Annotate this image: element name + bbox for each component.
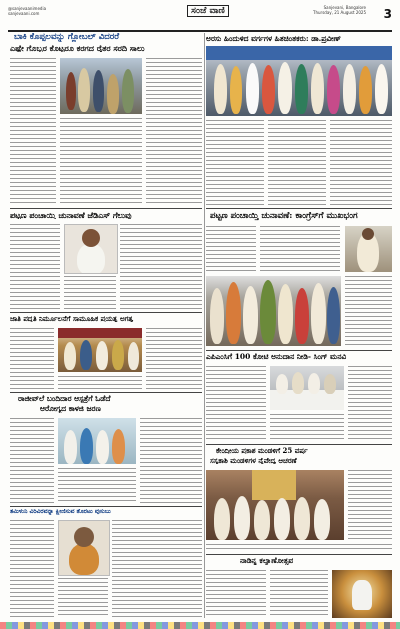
headline-arasu: ಅರಸು ಹಿಂದುಳಿದ ವರ್ಗಗಳ ಹಿತಚಿಂತಕರು: ಡಾ.ಪ್ರವೀಣ್ — [206, 35, 341, 43]
text-column — [270, 414, 344, 442]
text-column — [260, 226, 340, 272]
text-column — [112, 520, 202, 618]
divider — [206, 554, 392, 555]
city-line: Sanjevani, Bangalore — [323, 5, 366, 10]
photo-farmers-queue — [60, 58, 142, 114]
divider — [10, 506, 202, 507]
date-line: Thursday, 21 August 2025 — [313, 10, 366, 15]
divider — [10, 208, 202, 209]
headline-jds-win: ಪಟ್ಟಣ ಪಂಚಾಯ್ತಿ ಚುನಾವಣೆ ಜೆಡಿಎಸ್ ಗೆಲುವು — [10, 211, 132, 220]
social-handle: @sanjevaanimedia — [8, 6, 47, 11]
headline-hospital-2: ಆರೋಗ್ಯದ ಕಾಳಜಿ ಜರಣ — [40, 405, 101, 413]
text-column — [10, 418, 54, 504]
headline-apmc: ಎಪಿಎಂಸಿಗೆ 100 ಕೋಟಿ ಅನುದಾನ ನೀಡಿ- ಸಿಂಗ್ ಮನವಿ — [206, 353, 347, 361]
text-column — [58, 578, 108, 618]
photo-deity — [332, 570, 392, 618]
divider — [206, 208, 392, 209]
headline-tamil: ತಮಿಳುನಿ ವಿರಿವಿರವನ್ನಾ ಕ್ಷೀಣಿಸುವ ತೊರಟು ವುಸುಬು — [10, 509, 111, 515]
text-column — [140, 418, 202, 504]
headline-fertilizer-1: ಬಾಕಿ ಕೊಪ್ಪಲವನ್ನು ಗ್ಲೋಬಲ್ ವಿದರರೆ — [14, 33, 120, 42]
masthead-right — [313, 5, 366, 15]
text-column — [270, 570, 328, 618]
divider — [10, 392, 202, 393]
column-separator — [204, 33, 205, 618]
text-column — [206, 226, 256, 272]
masthead — [8, 4, 392, 32]
text-column — [120, 224, 202, 310]
text-column — [206, 544, 392, 552]
text-column — [206, 366, 266, 442]
text-column — [268, 120, 326, 206]
text-column — [206, 120, 264, 206]
color-bar — [0, 622, 400, 629]
text-column — [58, 468, 136, 504]
photo-candidate — [345, 226, 392, 272]
text-column — [146, 328, 202, 390]
headline-naivedya: ಸಸ್ಯಕಾಶಿ ಮಂಡಳಿಗಳ ನೈವೇದ್ಯ ಆಚರಣೆ — [210, 457, 297, 465]
headline-fertilizer-2: ಎಷ್ಟೇ ಗೊಬ್ಬರ ಕೊಟ್ಟರೂ ಕರಗದ ರೈತರ ಸರದಿ ಸಾಲು — [10, 44, 145, 53]
photo-official — [58, 520, 110, 576]
text-column — [10, 224, 60, 310]
photo-ceremony — [206, 470, 344, 540]
divider — [10, 312, 202, 313]
text-column — [345, 276, 392, 346]
photo-health-camp — [58, 418, 136, 464]
headline-congress: ಪಟ್ಟಣ ಪಂಚಾಯ್ತಿ ಚುನಾವಣೆ: ಕಾಂಗ್ರೆಸ್‌ಗೆ ಮುಖಭಂಗ — [210, 212, 358, 221]
website: sanjevaani.com — [8, 11, 40, 16]
text-column — [10, 328, 54, 390]
photo-arasu-event — [206, 46, 392, 116]
text-column — [64, 276, 116, 310]
photo-meeting — [270, 366, 344, 410]
divider — [206, 350, 392, 351]
page-number: 3 — [383, 7, 392, 21]
text-column — [348, 366, 392, 442]
headline-kalyanotsava: ನಾಡಿನ್ನ ಕಲ್ಯಾಣೋತ್ಸವ — [240, 557, 294, 565]
headline-board-25: ಕೇಂದ್ರೀಯ ಪ್ರಕಾಶ ಮಂಡಳಿಗೆ 25 ವರ್ಷ — [216, 447, 308, 455]
headline-caste: ಜಾತಿ ಪದ್ಧತಿ ನಿರ್ಮೂಲನೆಗೆ ಸಾಮೂಹಿಕ ಪ್ರಯತ್ನ ಅಗತ್ಯ — [10, 315, 134, 323]
masthead-left — [8, 6, 46, 16]
text-column — [58, 376, 142, 390]
text-column — [146, 58, 202, 206]
headline-hospital-1: ರಾಜೀವ್‌ಲೆ ಬಂದಿದಾರ ಆಸ್ಪತ್ರೆಗೆ ಓಡೆದೆ — [18, 395, 111, 403]
text-column — [348, 470, 392, 540]
text-column — [10, 58, 56, 206]
text-column — [10, 520, 54, 618]
photo-seminar — [58, 328, 142, 372]
text-column — [206, 570, 266, 618]
paper-name: ಸಂಜೆ ವಾಣಿ — [168, 5, 248, 17]
text-column — [330, 120, 392, 206]
photo-portrait — [64, 224, 118, 274]
photo-election-celebration — [206, 276, 341, 346]
divider — [206, 444, 392, 445]
text-column — [60, 118, 142, 206]
